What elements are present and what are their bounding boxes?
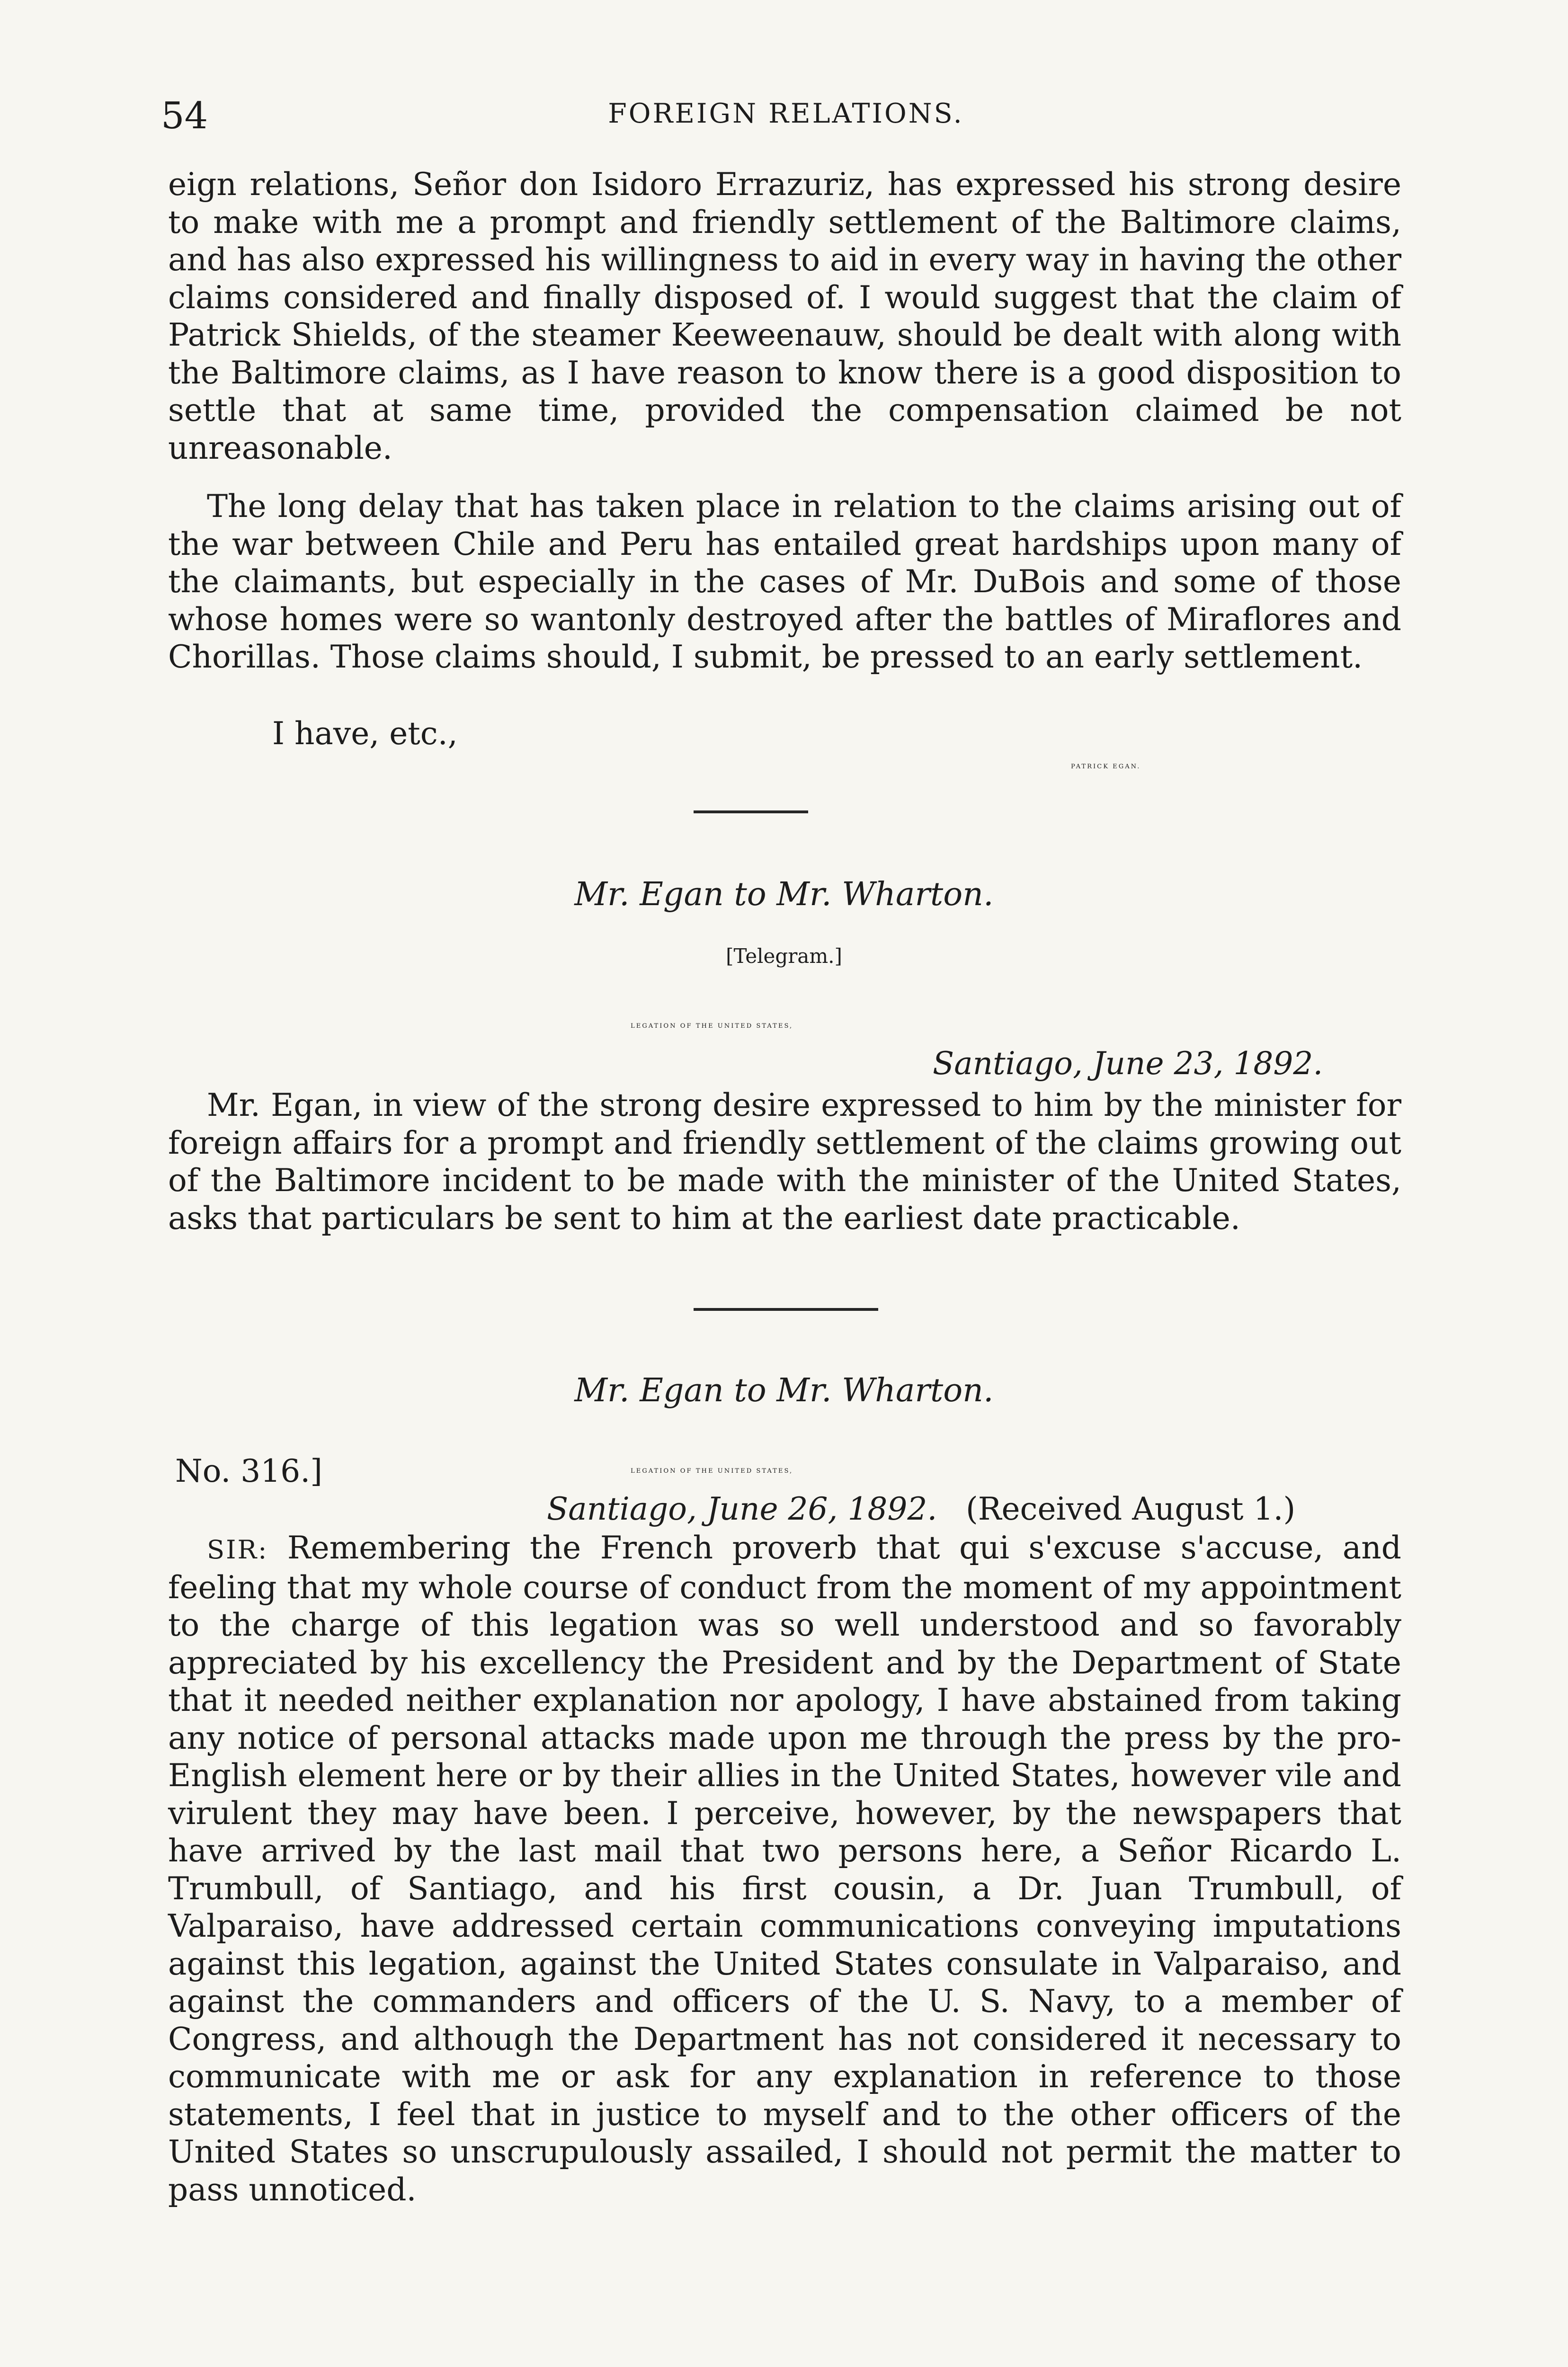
page-number: 54 (161, 95, 208, 137)
telegram-note: [Telegram.] (726, 944, 842, 968)
letter1-closing: I have, etc., (272, 715, 458, 752)
letter1-signature: PATRICK EGAN. (1071, 763, 1141, 770)
letter1-paragraph-1: eign relations, Señor don Isidoro Errazuriz, has expressed his strong desire to make with me a prompt and friendly settlement of the Baltimore claims, and has also expressed his willingness to aid in every way in having the other claims considered and finally disposed of. I would suggest that the claim of Patrick Shields, of the steamer Keeweenauw, should be dealt with along with the Baltimore claims, as I have reason to know there is a good disposition to settle that at same time, provided the compensation claimed be not unreasonable. (168, 166, 1401, 466)
letter3-body-text: Remembering the French proverb that qui s'excuse s'accuse, and feeling that my whole course of conduct from the moment of my appointment to the charge of this legation was so well understood and so favorably appreciated by his excellency the President and by the Department of State that it needed neither explanation nor apology, I have abstained from taking any notice of personal attacks made upon me through the press by the pro-English element here or by their allies in the United States, however vile and virulent they may have been. I perceive, however, by the newspapers that have arrived by the last mail that two persons here, a Señor Ricardo L. Trumbull, of Santiago, and his first cousin, a Dr. Juan Trumbull, of Valparaiso, have addressed certain communications conveying imputations against this legation, against the United States consulate in Valparaiso, and against the commanders and officers of the U. S. Navy, to a member of Congress, and although the Department has not considered it necessary to communicate with me or ask for any explanation in reference to those statements, I feel that in justice to myself and to the other officers of the United States so unscrupulously assailed, I should not permit the matter to pass unnoticed. (168, 1530, 1401, 2208)
letter3-body (168, 1529, 1401, 2208)
section-divider (694, 1308, 878, 1311)
page-header (161, 92, 1411, 144)
letter2-legation: LEGATION OF THE UNITED STATES, (631, 1023, 793, 1030)
received-note: (Received August 1.) (966, 1491, 1296, 1527)
letter2-dateline: Santiago, June 23, 1892. (933, 1045, 1323, 1082)
section-divider (694, 810, 808, 813)
running-title: FOREIGN RELATIONS. (608, 98, 964, 129)
letter3-dateline: Santiago, June 26, 1892. (547, 1491, 937, 1527)
letter3-title: Mr. Egan to Mr. Wharton. (574, 1372, 994, 1409)
letter1-paragraph-2: The long delay that has taken place in relation to the claims arising out of the war between Chile and Peru has entailed great hardships upon many of the claimants, but especially in the cases of Mr. DuBois and some of those whose homes were so wantonly destroyed after the battles of Miraflores and Chorillas. Those claims should, I submit, be pressed to an early settlement. (168, 488, 1401, 675)
dispatch-number: No. 316.] (175, 1453, 322, 1489)
salutation: SIR: (207, 1535, 268, 1565)
letter2-body: Mr. Egan, in view of the strong desire expressed to him by the minister for foreign affairs for a prompt and friendly settlement of the claims growing out of the Baltimore incident to be made with the minister of the United States, asks that particulars be sent to him at the earliest date practicable. (168, 1087, 1401, 1237)
letter2-title: Mr. Egan to Mr. Wharton. (574, 876, 994, 913)
letter3-legation: LEGATION OF THE UNITED STATES, (631, 1468, 793, 1475)
